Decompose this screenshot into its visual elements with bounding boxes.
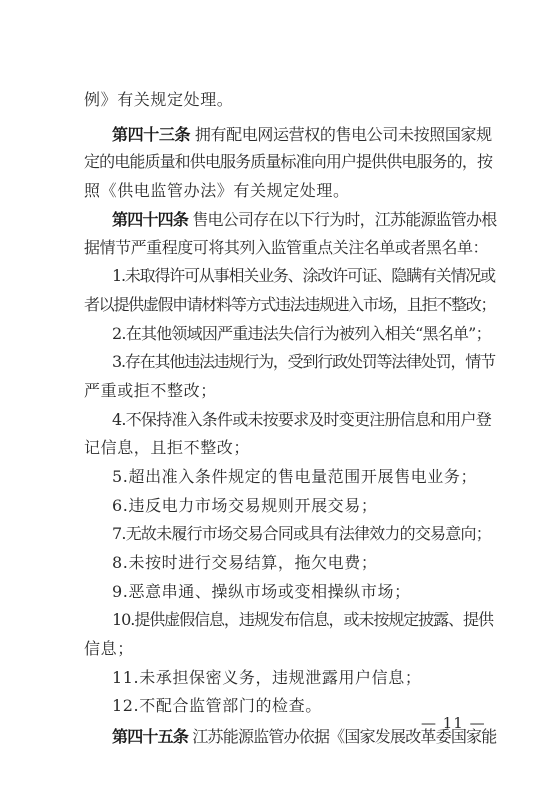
body-line: [84, 152, 492, 172]
line-text: 严重或拒不整改；: [84, 381, 217, 400]
list-item-line: [112, 668, 421, 688]
body-line: [84, 438, 250, 458]
line-text: 拥有配电网运营权的售电公司未按照国家规: [194, 125, 492, 144]
line-text: 6.违反电力市场交易规则开展交易；: [112, 496, 378, 515]
line-text: 7.无故未履行市场交易合同或具有法律效力的交易意向；: [112, 524, 491, 543]
line-text: 照《供电监管办法》有关规定处理。: [84, 181, 350, 200]
line-text: 1.未取得许可从事相关业务、涂改许可证、隐瞒有关情况或: [112, 266, 495, 285]
article-number: 第四十三条: [112, 125, 191, 144]
list-item-line: [112, 610, 493, 630]
page-number: — 11 —: [421, 714, 486, 732]
list-item-line: [112, 352, 495, 372]
list-item-line: [112, 266, 495, 286]
line-text: 据情节严重程度可将其列入监管重点关注名单或者黑名单：: [84, 238, 489, 257]
line-text: 5.超出准入条件规定的售电量范围开展售电业务；: [112, 467, 478, 486]
line-text: 定的电能质量和供电服务质量标准向用户提供供电服务的，按: [84, 152, 493, 171]
line-text: 江苏能源监管办依据《国家发展改革委国家能: [192, 727, 497, 746]
line-text: 4.不保持准入条件或未按要求及时变更注册信息和用户登: [112, 410, 491, 429]
line-text: 2.在其他领域因严重违法失信行为被列入相关“黑名单”；: [112, 324, 491, 343]
line-text: 售电公司存在以下行为时，江苏能源监管办根: [192, 210, 497, 229]
body-line: [84, 639, 134, 659]
list-item-line: [112, 696, 322, 716]
list-item-line: [112, 553, 377, 573]
body-line: [84, 381, 217, 401]
line-text: 9.恶意串通、操纵市场或变相操纵市场；: [112, 582, 411, 601]
list-item-line: [112, 467, 477, 487]
line-text: 10.提供虚假信息，违规发布信息，或未按规定披露、提供: [112, 610, 493, 629]
article-number: 第四十五条: [112, 727, 189, 746]
body-line: [84, 238, 488, 258]
line-text: 者以提供虚假申请材料等方式违法违规进入市场，且拒不整改；: [84, 295, 496, 314]
line-text: 11.未承担保密义务，违规泄露用户信息；: [112, 668, 422, 687]
line-text: 3.存在其他违法违规行为，受到行政处罚等法律处罚，情节: [112, 352, 495, 371]
line-text: 12.不配合监管部门的检查。: [112, 696, 322, 715]
line-text: 信息；: [84, 639, 134, 658]
line-text: 8.未按时进行交易结算，拖欠电费；: [112, 553, 378, 572]
article-line: [112, 125, 492, 145]
line-text: 记信息，且拒不整改；: [84, 438, 251, 457]
article-line: [112, 210, 496, 230]
body-line: [84, 295, 495, 315]
line-text: 例》有关规定处理。: [84, 90, 234, 109]
list-item-line: [112, 324, 491, 344]
list-item-line: [112, 582, 411, 602]
body-line: [84, 90, 233, 110]
list-item-line: [112, 524, 491, 544]
list-item-line: [112, 410, 491, 430]
body-line: [84, 181, 350, 201]
list-item-line: [112, 496, 377, 516]
article-number: 第四十四条: [112, 210, 189, 229]
